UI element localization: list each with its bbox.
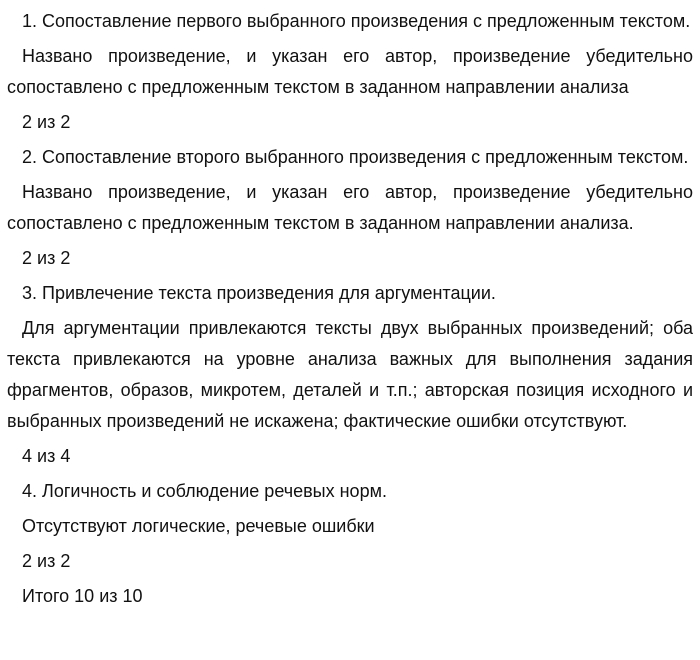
- criterion-2-description: Названо произведение, и указан его автор, произведение убедительно сопоставлено с предложенным текстом в заданном направлении анализа.: [7, 182, 693, 233]
- criterion-1-description: Названо произведение, и указан его автор, произведение убедительно сопоставлено с предложенным текстом в заданном направлении анализа: [7, 46, 693, 97]
- criterion-3-heading: 3. Привлечение текста произведения для аргументации.: [22, 283, 496, 303]
- criterion-2-score: 2 из 2: [22, 248, 71, 268]
- criterion-4-score: 2 из 2: [22, 551, 71, 571]
- criterion-4-description: Отсутствуют логические, речевые ошибки: [22, 516, 375, 536]
- criterion-1-heading: 1. Сопоставление первого выбранного произведения с предложенным текстом.: [22, 11, 691, 31]
- total-score: Итого 10 из 10: [22, 586, 143, 606]
- criterion-3-description: Для аргументации привлекаются тексты двух выбранных произведений; оба текста привлекаются на уровне анализа важных для выполнения задания фрагментов, образов, микротем, деталей и т.п.; авторская позиция исходного и выбранных произведений не искажена; фактические ошибки отсутствуют.: [7, 318, 693, 431]
- criterion-4-heading: 4. Логичность и соблюдение речевых норм.: [22, 481, 387, 501]
- criterion-3-score: 4 из 4: [22, 446, 71, 466]
- criterion-2-heading: 2. Сопоставление второго выбранного произведения с предложенным текстом.: [22, 147, 689, 167]
- criterion-1-score: 2 из 2: [22, 112, 71, 132]
